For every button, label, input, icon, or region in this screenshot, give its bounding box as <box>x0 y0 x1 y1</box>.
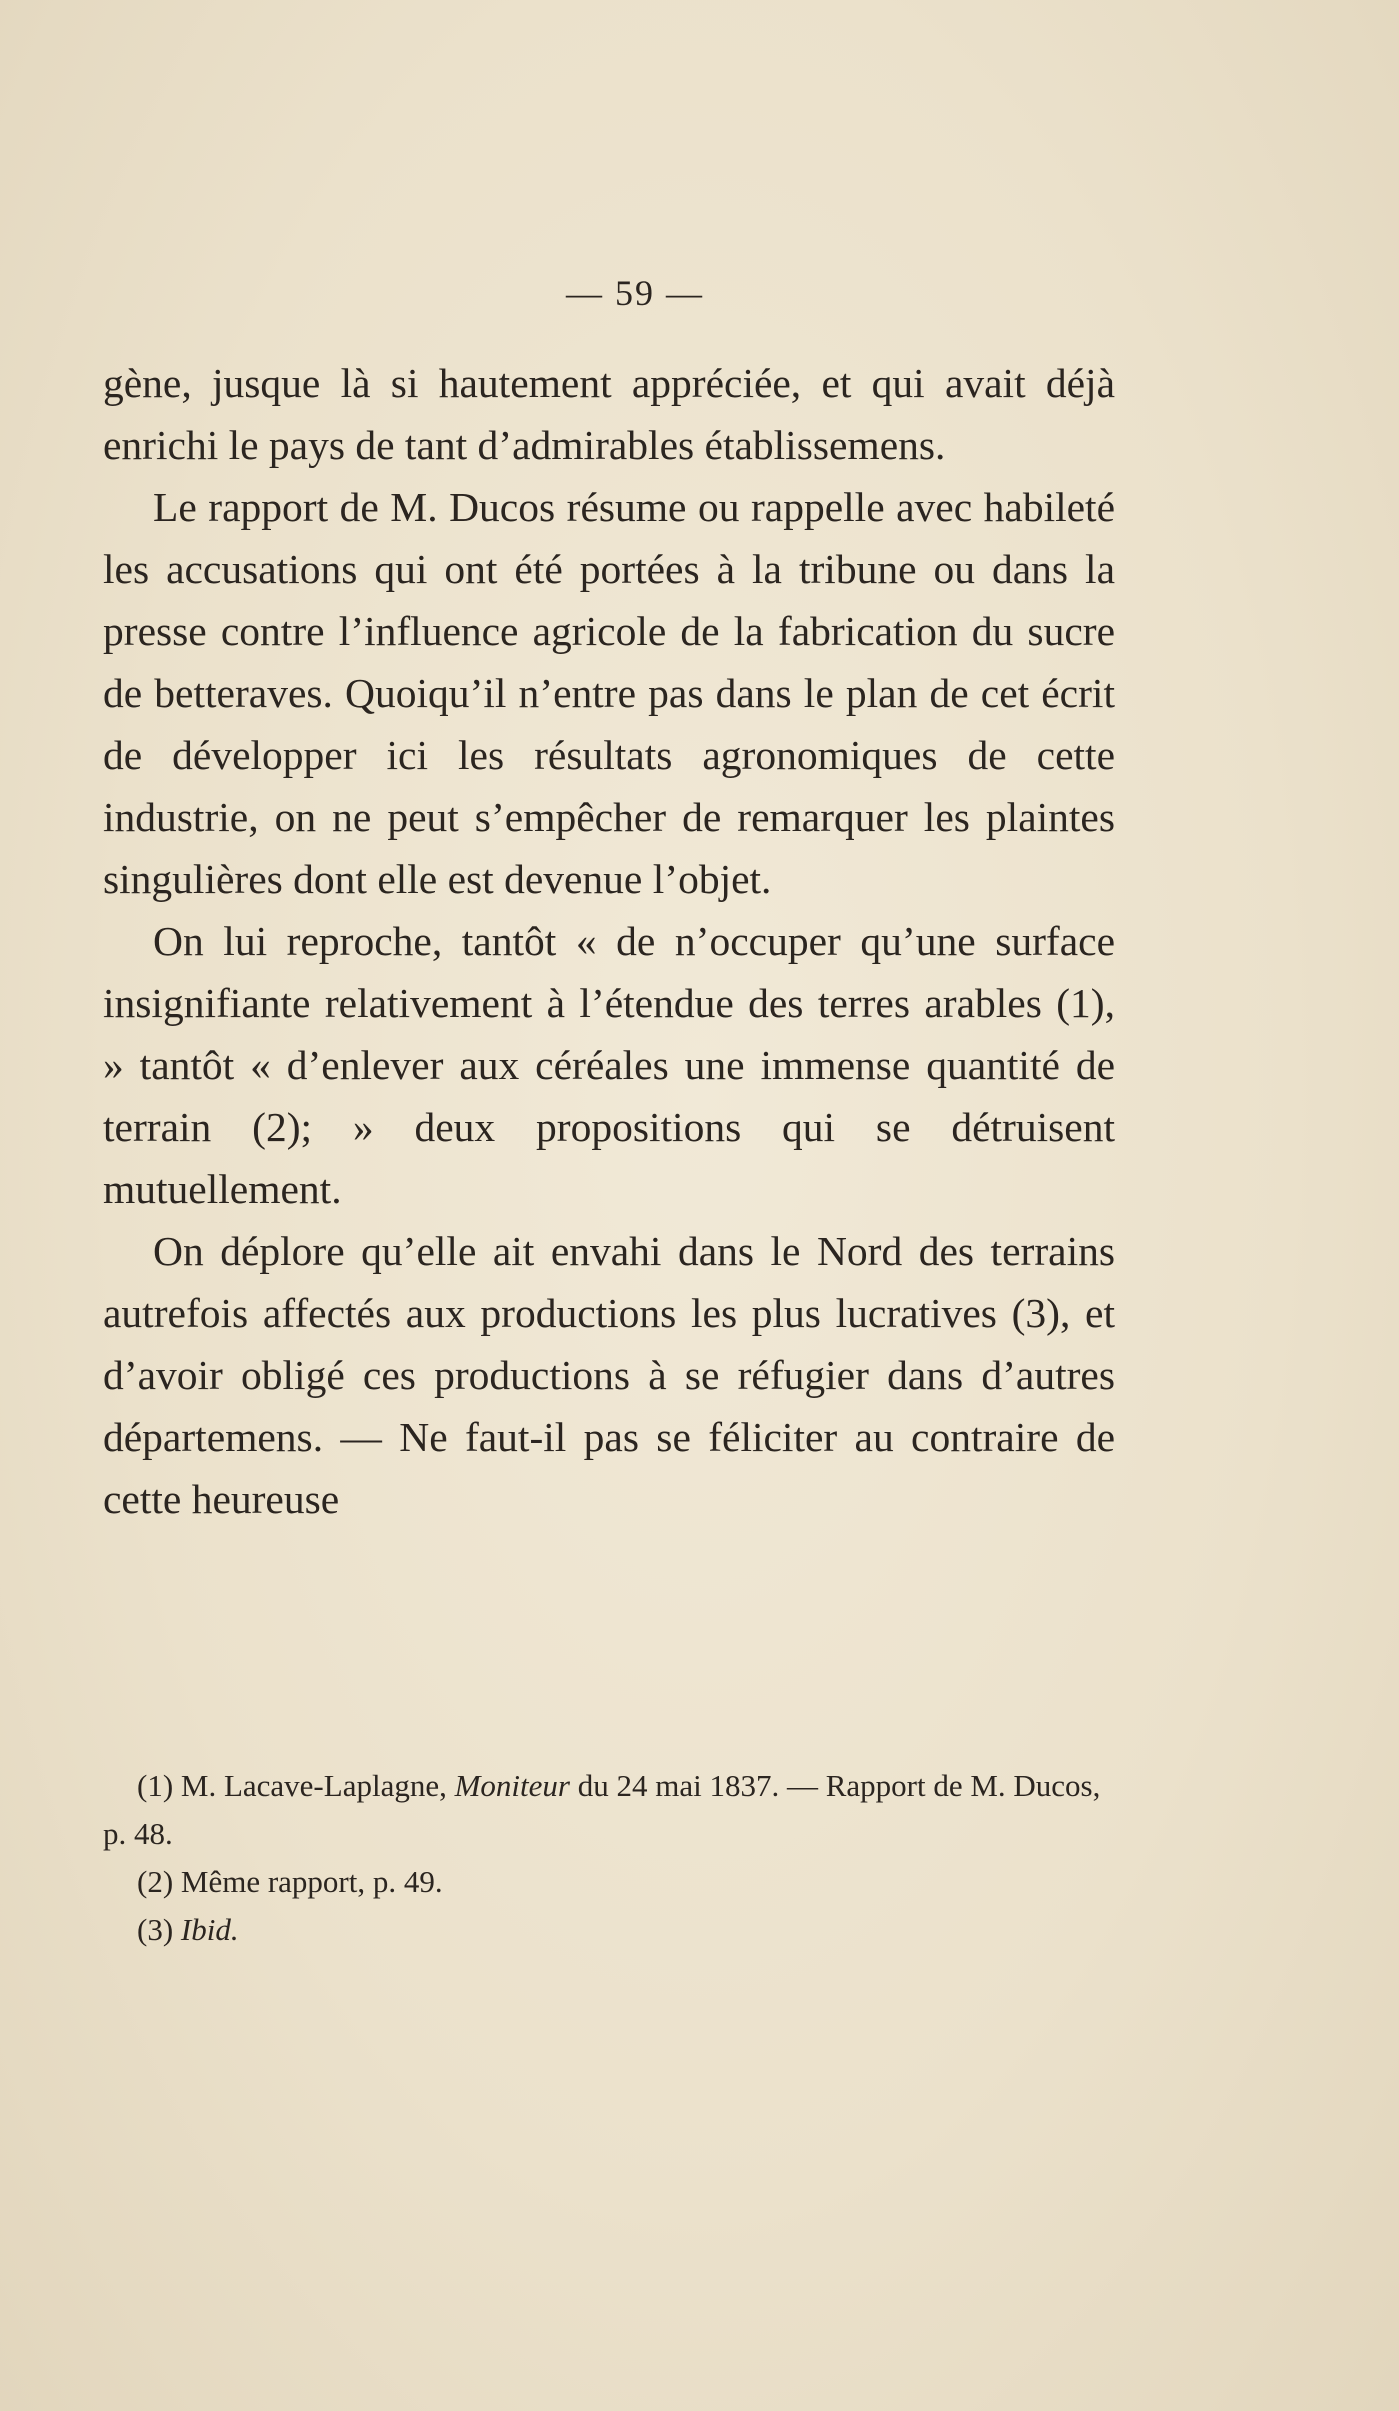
paragraph: Le rapport de M. Ducos résume ou rappelle avec habileté les accusations qui ont été portées à la tribune ou dans la presse contre l’influence agricole de la fabrication du sucre de betteraves. Quoiqu’il n’entre pas dans le plan de cet écrit de développer ici les résultats agronomiques de cette industrie, on ne peut s’empêcher de remarquer les plaintes singulières dont elle est devenue l’objet. <box>103 484 1115 902</box>
footnote-1-source: Moniteur <box>454 1768 570 1803</box>
page-number: — 59 — <box>566 273 704 313</box>
footnote-1-prefix: (1) M. Lacave-Laplagne, <box>137 1768 455 1803</box>
footnote-3 <box>103 1906 1115 1954</box>
footnote-1 <box>103 1762 1115 1858</box>
footnote-3-source: Ibid. <box>180 1912 239 1947</box>
footnote-2: (2) Même rapport, p. 49. <box>137 1864 443 1899</box>
footnote-3-prefix: (3) <box>137 1912 181 1947</box>
body-text <box>103 352 1115 1530</box>
paragraph-continuation: gène, jusque là si hautement appréciée, et qui avait déjà enrichi le pays de tant d’admirables établissemens. <box>103 360 1115 468</box>
paragraph: On lui reproche, tantôt « de n’occuper qu’une surface insignifiante relativement à l’étendue des terres arables (1), » tantôt « d’enlever aux céréales une immense quantité de terrain (2); » deux propositions qui se détruisent mutuellement. <box>103 918 1115 1212</box>
paragraph: On déplore qu’elle ait envahi dans le Nord des terrains autrefois affectés aux productions les plus lucratives (3), et d’avoir obligé ces productions à se réfugier dans d’autres départemens. — Ne faut-il pas se féliciter au contraire de cette heureuse <box>103 1228 1115 1522</box>
footnote-1-suffix: du 24 mai 1837. — Rapport de M. Ducos, p. 48. <box>103 1768 1101 1851</box>
footnotes <box>103 1762 1115 1954</box>
